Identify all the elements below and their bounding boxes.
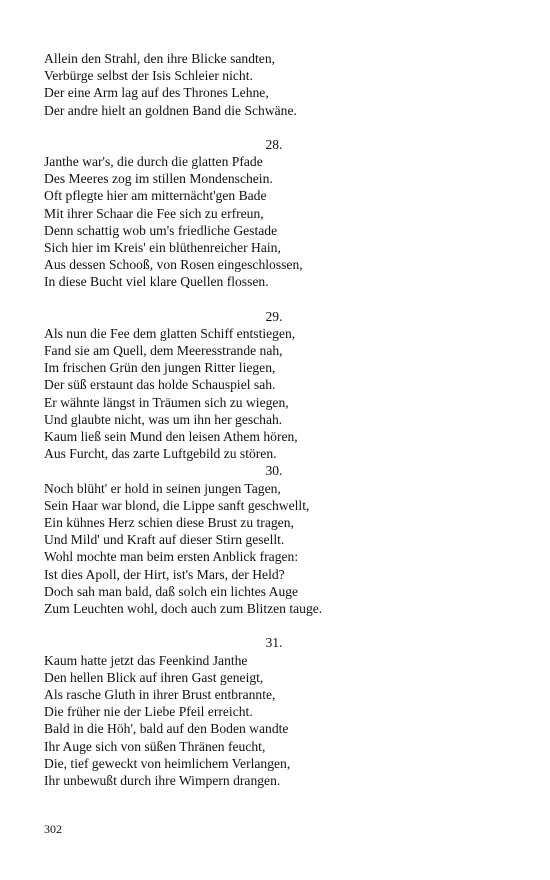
verse-line: Die früher nie der Liebe Pfeil erreicht. [44,704,253,720]
verse-line: Er wähnte längst in Träumen sich zu wiegen, [44,394,289,410]
verse-line: Noch blüht' er hold in seinen jungen Tagen, [44,480,281,496]
verse-line: Denn schattig wob um's friedliche Gestade [44,222,278,238]
verse-line: Bald in die Höh', bald auf den Boden wandte [44,721,289,737]
verse-line: Sein Haar war blond, die Lippe sanft geschwellt, [44,497,310,513]
verse-line: Oft pflegte hier am mitternächt'gen Bade [44,188,267,204]
page-number: 302 [44,822,62,836]
verse-line: Ein kühnes Herz schien diese Brust zu tragen, [44,515,294,531]
verse-line: Fand sie am Quell, dem Meeresstrande nah, [44,343,283,359]
verse-line: In diese Bucht viel klare Quellen flossen. [44,274,269,290]
verse-line: Des Meeres zog im stillen Mondenschein. [44,171,273,187]
verse-line: Zum Leuchten wohl, doch auch zum Blitzen tauge. [44,601,323,617]
verse-line: Mit ihrer Schaar die Fee sich zu erfreun, [44,205,264,221]
stanza-28 [44,136,504,291]
verse-line: Doch sah man bald, daß solch ein lichtes Auge [44,583,299,599]
stanza-intro [44,50,504,119]
stanza-number: 30. [265,463,283,479]
stanza-29 [44,308,504,463]
stanza-number: 28. [265,136,283,152]
verse-line: Kaum ließ sein Mund den leisen Athem hören, [44,429,298,445]
verse-line: Ist dies Apoll, der Hirt, ist's Mars, der Held? [44,566,285,582]
stanza-30 [44,462,504,617]
verse-line: Aus dessen Schooß, von Rosen eingeschlossen, [44,257,303,273]
verse-line: Ihr unbewußt durch ihre Wimpern drangen. [44,772,281,788]
stanza-number: 31. [265,635,283,651]
verse-line: Kaum hatte jetzt das Feenkind Janthe [44,652,248,668]
verse-line: Aus Furcht, das zarte Luftgebild zu stören. [44,446,277,462]
verse-line: Der andre hielt an goldnen Band die Schwäne. [44,102,297,118]
verse-line: Janthe war's, die durch die glatten Pfade [44,154,263,170]
verse-line: Die, tief geweckt von heimlichem Verlangen, [44,755,291,771]
stanza-number: 29. [265,308,283,324]
verse-line: Als rasche Gluth in ihrer Brust entbrannte, [44,686,276,702]
verse-line: Allein den Strahl, den ihre Blicke sandten, [44,51,276,66]
verse-line: Ihr Auge sich von süßen Thränen feucht, [44,738,266,754]
page-body [44,50,504,789]
verse-line: Im frischen Grün den jungen Ritter liegen, [44,360,276,376]
verse-line: Wohl mochte man beim ersten Anblick fragen: [44,549,299,565]
verse-line: Der eine Arm lag auf des Thrones Lehne, [44,85,269,101]
verse-line: Und Mild' und Kraft auf dieser Stirn gesellt. [44,532,285,548]
verse-line: Und glaubte nicht, was um ihn her geschah. [44,411,283,427]
verse-line: Als nun die Fee dem glatten Schiff entstiegen, [44,325,296,341]
verse-line: Der süß erstaunt das holde Schauspiel sah. [44,377,276,393]
verse-line: Den hellen Blick auf ihren Gast geneigt, [44,669,264,685]
verse-line: Verbürge selbst der Isis Schleier nicht. [44,68,253,84]
verse-line: Sich hier im Kreis' ein blüthenreicher Hain, [44,240,281,256]
stanza-31 [44,634,504,789]
